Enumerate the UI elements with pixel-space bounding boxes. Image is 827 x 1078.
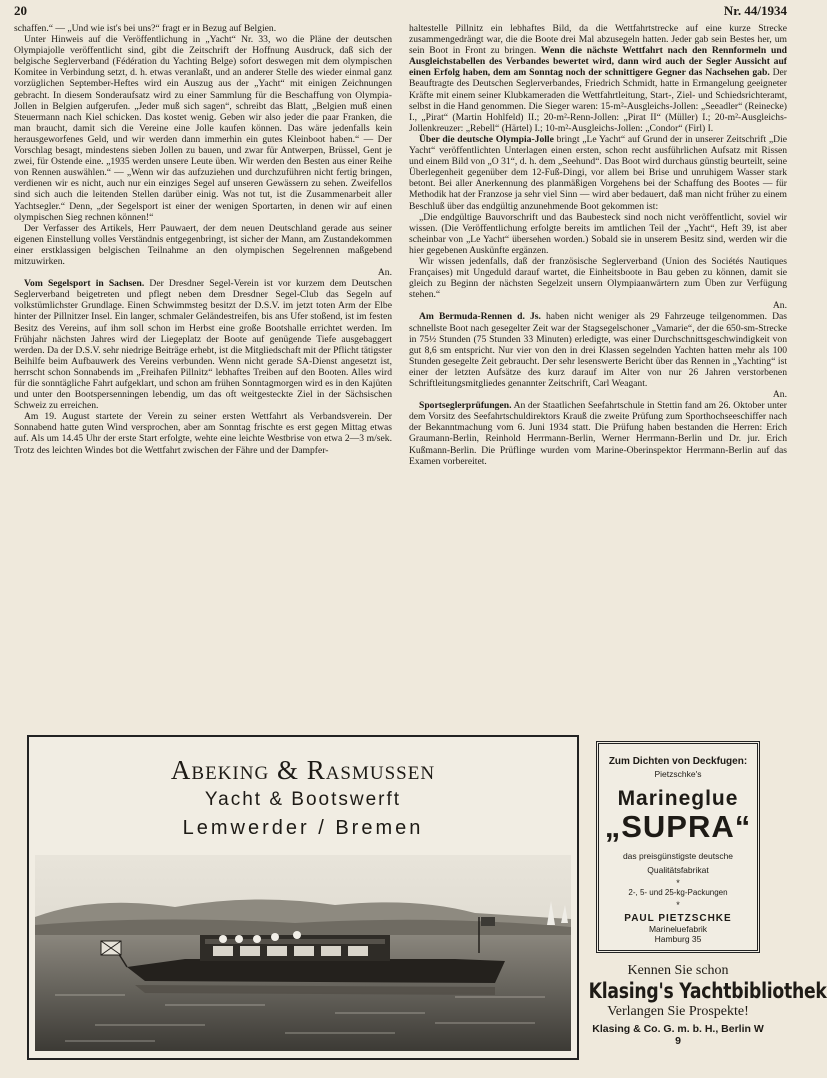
section-title: Über die deutsche Olympia-Jolle [419, 133, 554, 145]
ad-line: Kennen Sie schon [627, 963, 729, 978]
author-signature: An. [377, 267, 392, 279]
klasing-yachtbibliothek-advertisement [588, 963, 827, 1063]
ad-line: das preisgünstigste deutsche [622, 851, 734, 861]
paragraph: Der Verfasser des Artikels, Herr Pauwaert, der dem neuen Deutschland gerade aus seiner eigenen Einstellung volles Verständnis entgegenbringt, ist sicher der Mann, am Zustandekommen einer erstklassigen belgischen Teilnahme an den olympischen Segelrennen maßgebend mitzuwirken. [14, 222, 392, 267]
ad-product-name: Klasing's Yachtbibliothek [588, 979, 827, 1003]
paragraph: Unter Hinweis auf die Veröffentlichung in „Yacht“ Nr. 33, wo die Pläne der deutschen Olympiajolle veröffentlicht sind, gibt die Zeitschrift der Hoffnung Ausdruck, daß sich der belgische Seglerverband (Fédération du Yachting Belge) sofort deswegen mit dem olympischen Komitee in Verbindung setzt, d. h. etwas veranlaßt, und an anderer Stelle des wieder einmal ganz vorzüglichen September-Heftes wird ein Auszug aus der „Yacht“ mit einigen Zeichnungen gebracht. In diesem Sonderaufsatz wird zu einer Sammlung für die Beschaffung von Olympia-Jollen in Belgien aufgerufen. „Jeder muß sich sagen“, schreibt das Blatt, „Belgien muß einen Steuermann nach Kiel schicken. Das kostet wenig. Geben wir also jeder die paar Franken, die man braucht, damit sich die Vereine eine Jolle kaufen können. Das wäre jedenfalls kein herausgeworfenes Geld, und wir werden dann immerhin ein gutes Kleinboot haben.“ — Der Vorschlag besagt, mindestens sieben Jollen zu bauen, und zwar für Antwerpen, Brüssel, Gent je zwei, für Ostende eine. „1935 werden unsere Leute üben. Wir werden den Besten aus einer Reihe von Rennen auswählen.“ — „Wenn wir das aufzuziehen und durchzuführen nicht fertig bringen, verdienen wir es nicht, auch nur ein einziges Segel auf unseren Gewässern zu sehen. Zweifellos sind sich auch die leitenden Stellen darüber einig. Was not tut, ist die Zusammenarbeit aller Yachtsegler.“ Denn, „der Segelsport ist einer der wenigen Sportarten, in denen wir auf einen olympischen Sieg rechnen können!“ [14, 34, 392, 223]
ad-company-address: Klasing & Co. G. m. b. H., Berlin W 9 [592, 1023, 764, 1047]
supra-marineglue-advertisement [596, 741, 760, 953]
ad-subtitle: Yacht & Bootswerft [204, 789, 402, 810]
star-ornament: * [676, 900, 680, 910]
left-column [14, 23, 392, 723]
bold-text: Wenn die nächste Wettfahrt nach den Rennformeln und Ausgleichstabellen des Verbandes bewertet wird, dann wird auch der Segler Aussicht auf einen Erfolg haben, dem am Sonntag noch der schnittigere Gegner das Nachsehen gab. [409, 45, 787, 79]
page-header [0, 0, 799, 24]
motor-yacht-photo [35, 855, 571, 1051]
ad-line: Qualitätsfabrikat [647, 865, 709, 875]
section-title: Am Bermuda-Rennen d. Js. [419, 311, 541, 323]
ad-line: Pietzschke's [654, 769, 702, 779]
paragraph [409, 134, 787, 212]
paragraph-text: Der Beauftragte des Deutschen Seglerverbandes, Friedrich Schmidt, hatte in Ermangelung geeigneter Kräfte mit einem seiner Klubkameraden die Wettfahrtleitung, Start-, Ziel- und Schiedsrichteramt, selbst in die Hand genommen. Die Sieger waren: 15-m²-Ausgleichs-Jollen: „Seeadler“ (Reinecke) I., „Pirat“ (Martin Hohlfeld) II.; 20-m²-Renn-Jollen: „Pirat II“ (Müller) I.; 20-m²-Ausgleichs-Jollenkreuzer: „Rebell“ (Härtel) I.; 10-m²-Ausgleichs-Jollen: „Condor“ (Firl) I. [409, 67, 787, 134]
right-column [409, 23, 787, 723]
paragraph [409, 400, 787, 467]
paragraph: Wir wissen jedenfalls, daß der französische Seglerverband (Union des Sociétés Nautiques Françaises) mit Ungeduld darauf wartet, die Einheitsboote in Bau geben zu können, damit sie gleich zu Beginn der nächsten Segelzeit unsern Olympiaanwärtern zum Üben zur Verfügung stehen.“ [409, 255, 787, 301]
author-signature: An. [772, 300, 787, 312]
author-signature: An. [772, 389, 787, 401]
abeking-rasmussen-advertisement [27, 735, 579, 1060]
ad-product-name: Marineglue [617, 787, 739, 810]
ad-line: Hamburg 35 [654, 934, 702, 944]
paragraph [409, 23, 787, 134]
ad-company-name: Abeking & Rasmussen [170, 755, 436, 785]
ad-company-name: PAUL PIETZSCHKE [624, 913, 732, 924]
paragraph-text: haben nicht weniger als 29 Fahrzeuge teilgenommen. Das schnellste Boot nach gesegelter Zeit war der Stagsegelschoner „Vamarie“, der die 650-sm-Strecke in 75½ Stunden (75 Stunden 33 Minuten) erledigte, was einer Durchschnittsgeschwindigkeit von gut 8,6 sm entspricht. Nur vier von den in drei Klassen segelnden Yachten hatten mehr als 100 Stunden gesegelte Zeit gebraucht. Der sehr lesenswerte Bericht über das Rennen in „Yachting“ ist einer der letzten Aufsätze des kurz darauf im Alter von nur 26 Jahren verstorbenen Schriftleitungsmitgliedes genannter Zeitschrift, Carl Weagant. [409, 311, 787, 389]
paragraph: Am 19. August startete der Verein zu seiner ersten Wettfahrt als Verbandsverein. Der Sonnabend hatte guten Wind versprochen, aber am Sonntag frischte es erst gegen Mittag etwas auf. Als um 14.45 Uhr der erste Start erfolgte, wehte eine leichte Westbrise von etwa 2—3 m/sek. Trotz des leichten Windes bot die Wettfahrt zwischen der Fähre und der Dampfer- [14, 411, 392, 456]
paragraph-text: An der Staatlichen Seefahrtschule in Stettin fand am 26. Oktober unter dem Vorsitz des Seefahrtschuldirektors Krauß die zweite Prüfung zum Sporthochseeschiffer nach der Bekanntmachung vom 6. Juni 1934 statt. Die Prüfung haben bestanden die Herren: Erich Graumann-Berlin, Reinhold Herrmann-Berlin, Werner Herrmann-Berlin und Dr. jur. Erich Kußmann-Berlin. Die Prüflinge wurden vom Marine-Oberinspektor Herrmann-Berlin auf das Examen vorbereitet. [409, 400, 788, 467]
ad-location: Lemwerder / Bremen [182, 817, 424, 839]
issue-number: Nr. 44/1934 [723, 3, 787, 18]
paragraph [14, 278, 392, 411]
section-title: Vom Segelsport in Sachsen. [24, 278, 145, 290]
section-title: Sportseglerprüfungen. [419, 400, 512, 412]
paragraph-text: bringt „Le Yacht“ auf Grund der in unserer Zeitschrift „Die Yacht“ veröffentlichten Unterlagen einen ersten, schon recht ausführlichen Aufsatz mit Rissen und einem Bild von „O 31“, d. h. dem „Seehund“. Das Boot wird durchaus günstig beurteilt, seine Überlegenheit gegenüber dem 12-Fuß-Dingi, vor allem bei Brise und unruhigem Wasser stark betont. Bei aller Anerkennung des planmäßigen Vorgehens bei der Schaffung des Bootes — für Methodik hat der Franzose ja sehr viel Sinn — wird aber bedauert, daß man nicht früher zu einem Beschluß über das endgültig anzunehmende Boot gekommen ist: [409, 133, 787, 212]
paragraph-text: haltestelle Pillnitz ein lebhaftes Bild, da die Wettfahrtstrecke auf eine kurze Strecke zusammengedrängt war, die die Boote drei Mal abzusegeln hatten. Jeder gab sein Bestes her, um sein Boot in Front zu bringen. [409, 23, 787, 57]
ad-line: Zum Dichten von Deckfugen: [608, 756, 748, 767]
paragraph: „Die endgültige Bauvorschrift und das Baubesteck sind noch nicht veröffentlicht, soviel wir wissen. (Die Veröffentlichung erfolgte bereits im amtlichen Teil der „Yacht“, Heft 39, ist aber scheinbar von „Le Yacht“ übersehen worden.) Sobald sie in unserem Besitz sind, werden wir die hier gegebenen Auskünfte ergänzen. [409, 211, 787, 256]
ad-line: Marineluefabrik [648, 924, 708, 934]
ad-brand-name: „SUPRA“ [604, 809, 752, 844]
ad-line: Verlangen Sie Prospekte! [607, 1004, 749, 1019]
paragraph [409, 311, 787, 389]
star-ornament: * [676, 878, 680, 888]
ad-line: 2-, 5- und 25-kg-Packungen [628, 888, 728, 897]
paragraph-text: Der Dresdner Segel-Verein ist vor kurzem dem Deutschen Seglerverband beigetreten und pflegt neben dem Dresdner Segel-Club das Segeln auf volkstümlichster Grundlage. Einen Schwimmsteg besitzt der D.S.V. im jetzt toten Arm der Elbe hinter der Pillnitzer Insel. Ein langer, schmaler Geländestreifen, bis ans Ufer stoßend, ist im festen Besitz des Vereins, auf ihm soll schon im Herbst eine große Bootshalle errichtet werden. Im Frühjahr nächsten Jahres wird der Liegeplatz der Boote auf genügende Tiefe ausgebaggert werden. Da der D.S.V. sehr niedrige Beiträge erhebt, ist die Mitgliedschaft mit der Pflicht tätigster Beihilfe beim Aufbauwerk des Vereins verbunden. Wenn nicht gerade SA-Dienst angesetzt ist, herrscht schon Sonnabends im „Freihafen Pillnitz“ lebhaftes Treiben auf den Booten. Alles wird für die sonntägliche Fahrt aufgeklart, und schon am frühen Sonntagmorgen wird es in den Kajüten und unter den Bootspersenningen lebendig, um das oft weitgesteckte Ziel in der Sächsischen Schweiz zu erreichen. [14, 278, 392, 412]
paragraph: schaffen.“ — „Und wie ist's bei uns?“ fragt er in Bezug auf Belgien. [14, 23, 277, 34]
page-number: 20 [14, 3, 27, 18]
